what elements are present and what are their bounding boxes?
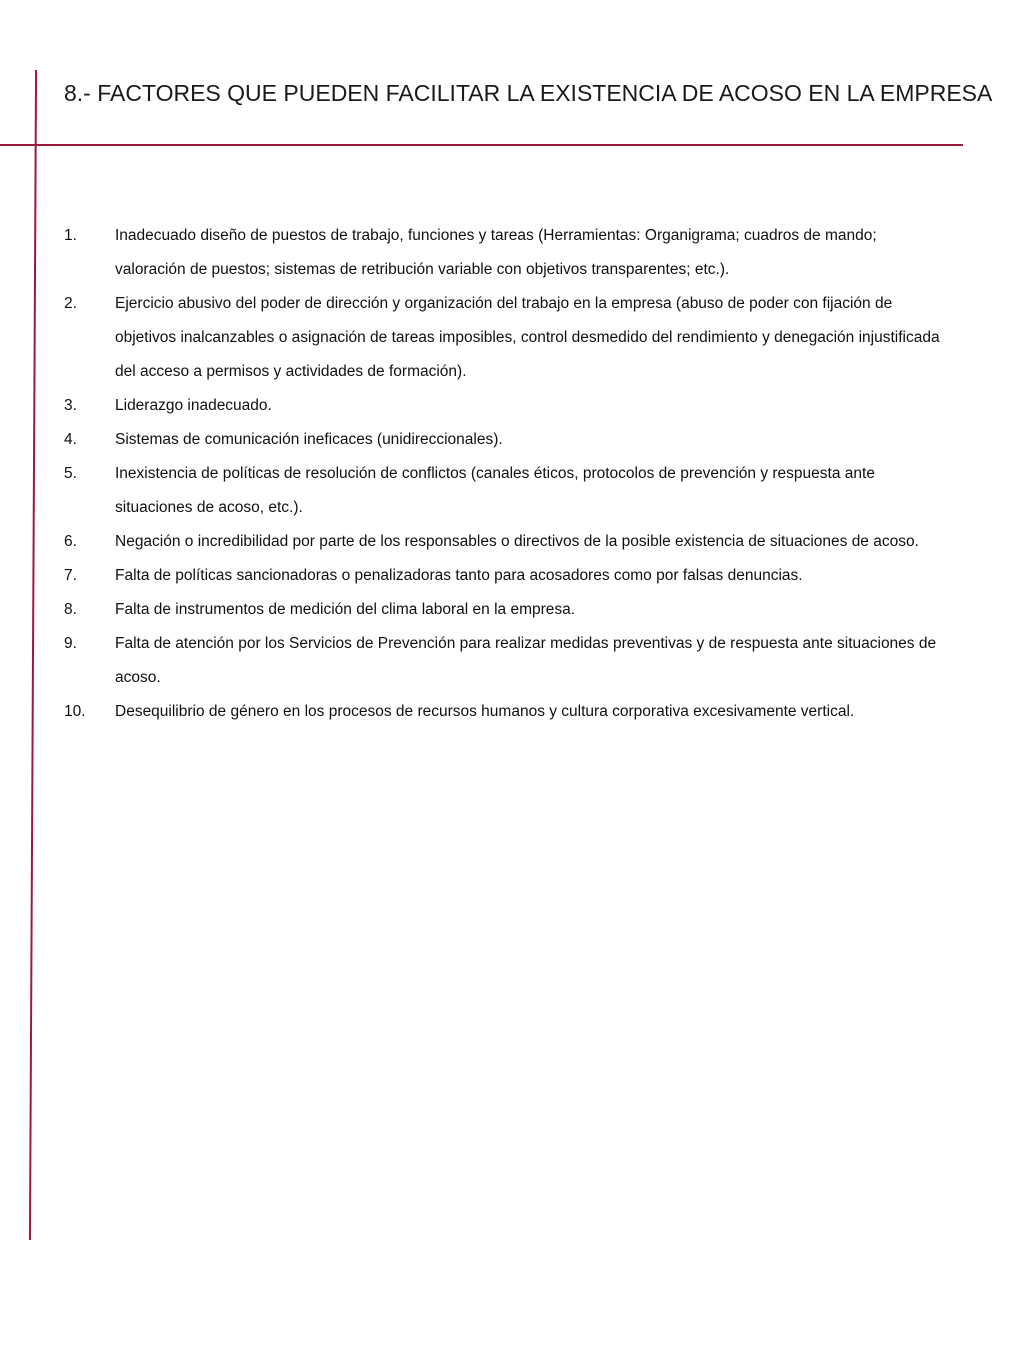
list-item-text: Falta de instrumentos de medición del clima laboral en la empresa. [115, 601, 576, 618]
list-item [64, 593, 944, 627]
list-item-number: 6. [64, 533, 77, 550]
list-item [64, 525, 944, 559]
list-item-number: 9. [64, 635, 77, 652]
page-title: 8.- FACTORES QUE PUEDEN FACILITAR LA EXISTENCIA DE ACOSO EN LA EMPRESA [64, 80, 993, 106]
list-item-text: Liderazgo inadecuado. [115, 397, 272, 414]
list-item [64, 695, 944, 729]
list-item [64, 287, 944, 389]
list-item [64, 219, 944, 287]
list-item [64, 627, 944, 695]
list-item-text: Falta de políticas sancionadoras o penalizadoras tanto para acosadores como por falsas denuncias. [115, 567, 803, 584]
list-item-text: Sistemas de comunicación ineficaces (unidireccionales). [115, 431, 503, 448]
list-item [64, 389, 944, 423]
list-item-number: 2. [64, 295, 77, 312]
list-item-number: 4. [64, 431, 77, 448]
list-item [64, 423, 944, 457]
list-item-number: 8. [64, 601, 77, 618]
list-item [64, 457, 944, 525]
list-item-text: Inexistencia de políticas de resolución de conflictos (canales éticos, protocolos de prevención y respuesta ante situaciones de acoso, etc.). [115, 465, 875, 516]
list-item-text: Inadecuado diseño de puestos de trabajo, funciones y tareas (Herramientas: Organigrama; cuadros de mando; valoración de puestos; sistemas de retribución variable con objetivos transparentes; etc.). [115, 227, 877, 278]
factors-list [64, 219, 944, 729]
list-item-number: 5. [64, 465, 77, 482]
list-item [64, 559, 944, 593]
list-item-number: 10. [64, 703, 86, 720]
horizontal-rule [0, 144, 963, 146]
list-item-number: 1. [64, 227, 77, 244]
list-item-text: Falta de atención por los Servicios de Prevención para realizar medidas preventivas y de respuesta ante situaciones de acoso. [115, 635, 937, 686]
list-item-text: Ejercicio abusivo del poder de dirección y organización del trabajo en la empresa (abuso de poder con fijación de objetivos inalcanzables o asignación de tareas imposibles, control desmedido del rendimiento y denegación injustificada del acceso a permisos y actividades de formación). [115, 295, 940, 380]
list-item-number: 7. [64, 567, 77, 584]
vertical-rule [29, 70, 37, 1240]
list-item-number: 3. [64, 397, 77, 414]
list-item-text: Negación o incredibilidad por parte de los responsables o directivos de la posible existencia de situaciones de acoso. [115, 533, 919, 550]
list-item-text: Desequilibrio de género en los procesos de recursos humanos y cultura corporativa excesivamente vertical. [115, 703, 855, 720]
